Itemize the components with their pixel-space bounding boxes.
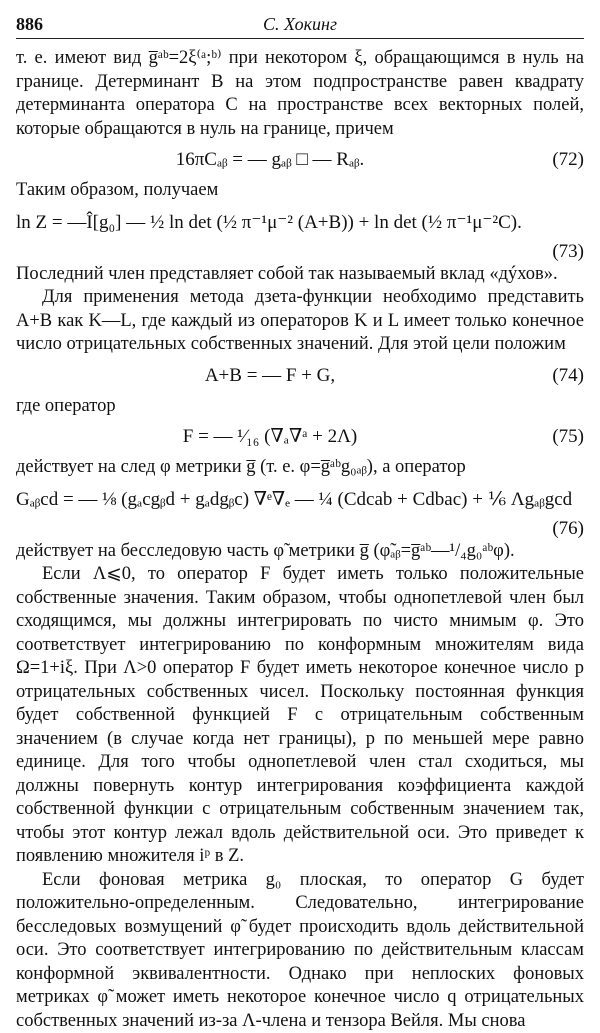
page-number: 886 — [16, 14, 43, 35]
equation-74 — [16, 357, 584, 395]
equation-75-number: (75) — [552, 418, 584, 456]
running-head: С. Хокинг — [16, 14, 584, 35]
paragraph-1: т. е. имеют вид g̅ᵃᵇ=2ξ⁽ᵃ;ᵇ⁾ при некотором ξ, обращающимся в нуль на границе. Детерминант B на этом подпространстве равен квадрату детерминанта оператора C на пространстве всех векторных полей, которые обращаются в нуль на границе, причем — [16, 47, 584, 141]
paragraph-2: Таким образом, получаем — [16, 179, 584, 203]
paragraph-6: действует на след φ метрики g̅ (т. е. φ=g̅ᵃᵇg₀ₐᵦ), а оператор — [16, 456, 584, 480]
equation-75-formula: F = — ¹⁄₁₆ (∇ₐ∇ᵃ + 2Λ) — [16, 418, 524, 456]
equation-72-number: (72) — [552, 141, 584, 179]
equation-76-number: (76) — [552, 510, 584, 548]
page — [16, 10, 584, 1033]
equation-72 — [16, 141, 584, 179]
paragraph-5: где оператор — [16, 395, 584, 419]
equation-76-formula: Gₐᵦcd = — ⅛ (gₐcgᵦd + gₐdgᵦc) ∇ᵉ∇ₑ — ¼ (Cdcab + Cdbac) + ⅙ Λgₐᵦgcd — [16, 480, 524, 520]
equation-74-number: (74) — [552, 357, 584, 395]
equation-73-number: (73) — [552, 233, 584, 271]
paragraph-8: Если Λ⩽0, то оператор F будет иметь только положительные собственные значения. Таким образом, чтобы однопетлевой член был сходящимся, мы должны интегрировать по чисто мнимым φ. Это соответствует интегрированию по конформным множителям вида Ω=1+iξ. При Λ>0 оператор F будет иметь некоторое конечное число p отрицательных собственных чисел. Поскольку постоянная функция будет собственной функцией F с отрицательным собственным значением (в случае когда нет границы), p по меньшей мере равно единице. Для того чтобы однопетлевой член стал сходиться, мы должны повернуть контур интегрирования коэффициента каждой собственной функции с отрицательным собственным значением так, чтобы этот контур лежал вдоль действительной оси. Это приведет к появлению множителя iᵖ в Z. — [16, 563, 584, 869]
equation-75 — [16, 418, 584, 456]
equation-74-formula: A+B = — F + G, — [16, 357, 524, 395]
equation-72-formula: 16πCₐᵦ = — gₐᵦ □ — Rₐᵦ. — [16, 141, 524, 179]
paragraph-4: Для применения метода дзета-функции необходимо представить A+B как K—L, где каждый из операторов K и L имеет только конечное число отрицательных собственных значений. Для этой цели положим — [16, 286, 584, 357]
body-text — [16, 47, 584, 1033]
equation-76 — [16, 480, 584, 540]
paragraph-9: Если фоновая метрика g₀ плоская, то оператор G будет положительно-определенным. Следовательно, интегрирование бесследовых возмущений φ̃ будет происходить вдоль действительной оси. Это соответствует интегрированию по действительным классам конформной эквивалентности. Однако при неплоских фоновых метриках φ̃ может иметь некоторое конечное число q отрицательных собственных значений из-за Λ-члена и тензора Вейля. Мы снова — [16, 869, 584, 1033]
paragraph-3: Последний член представляет собой так называемый вклад «дýхов». — [16, 263, 584, 287]
equation-73 — [16, 203, 584, 263]
page-header — [16, 10, 584, 39]
paragraph-7: действует на бесследовую часть φ̃ метрики g̅ (φ̃ₐᵦ=g̅ᵃᵇ—¹/₄g₀ᵃᵇφ). — [16, 540, 584, 564]
equation-73-formula: ln Z = —Î[g₀] — ½ ln det (½ π⁻¹μ⁻² (A+B)) + ln det (½ π⁻¹μ⁻²C). — [16, 203, 524, 243]
